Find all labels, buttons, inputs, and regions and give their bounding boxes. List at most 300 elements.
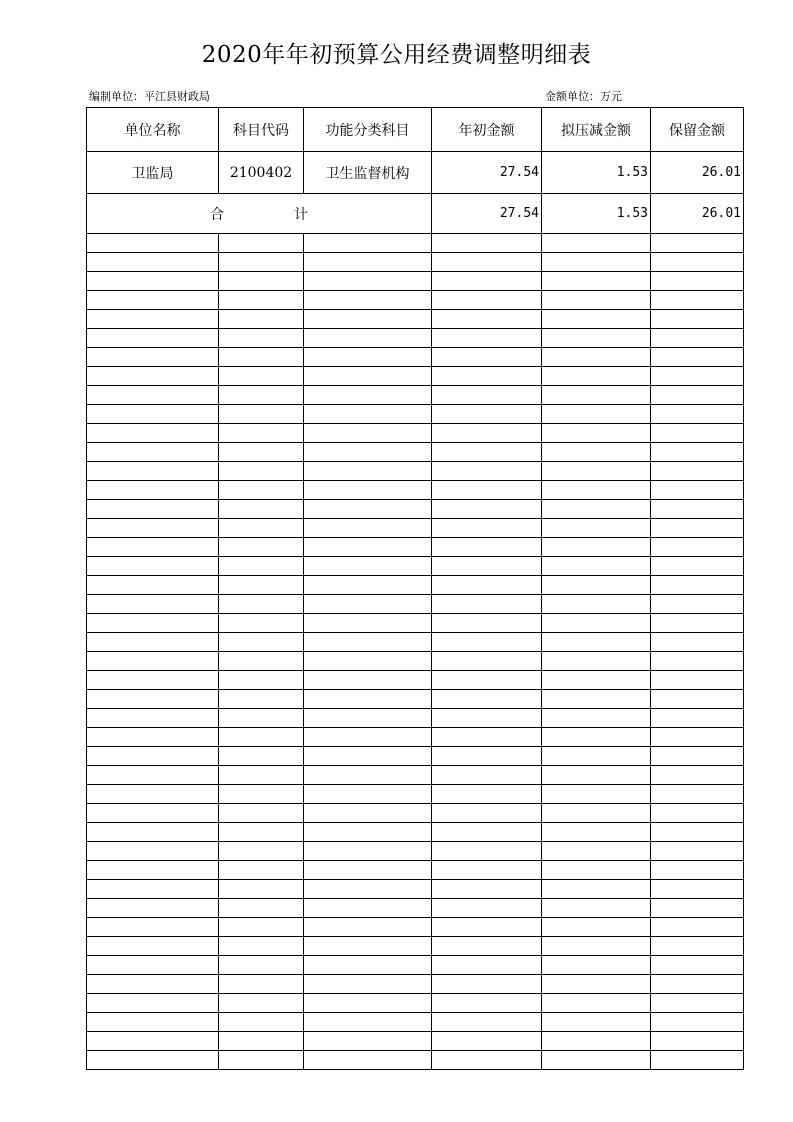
empty-cell <box>304 690 432 709</box>
empty-cell <box>219 1032 304 1051</box>
empty-cell <box>219 918 304 937</box>
empty-cell <box>651 557 744 576</box>
empty-cell <box>87 614 219 633</box>
empty-table-row <box>87 595 744 614</box>
empty-table-row <box>87 291 744 310</box>
empty-cell <box>432 728 542 747</box>
empty-cell <box>542 994 651 1013</box>
empty-cell <box>542 880 651 899</box>
empty-cell <box>219 595 304 614</box>
empty-cell <box>304 557 432 576</box>
empty-cell <box>219 899 304 918</box>
empty-cell <box>432 918 542 937</box>
empty-cell <box>304 595 432 614</box>
empty-cell <box>432 671 542 690</box>
empty-table-row <box>87 918 744 937</box>
empty-table-row <box>87 823 744 842</box>
empty-table-row <box>87 234 744 253</box>
empty-cell <box>432 253 542 272</box>
cell-initial: 27.54 <box>432 152 542 194</box>
empty-cell <box>219 234 304 253</box>
empty-cell <box>87 690 219 709</box>
empty-cell <box>432 576 542 595</box>
empty-cell <box>542 538 651 557</box>
empty-cell <box>651 386 744 405</box>
empty-cell <box>651 766 744 785</box>
empty-table-row <box>87 310 744 329</box>
empty-cell <box>432 633 542 652</box>
empty-cell <box>87 443 219 462</box>
empty-cell <box>87 595 219 614</box>
empty-cell <box>651 367 744 386</box>
empty-cell <box>651 310 744 329</box>
empty-table-row <box>87 956 744 975</box>
empty-cell <box>651 595 744 614</box>
empty-cell <box>304 329 432 348</box>
empty-cell <box>219 576 304 595</box>
empty-cell <box>542 424 651 443</box>
header-subject-code: 科目代码 <box>219 108 304 152</box>
total-label-cell <box>87 194 432 234</box>
empty-cell <box>219 690 304 709</box>
empty-cell <box>651 424 744 443</box>
empty-cell <box>87 386 219 405</box>
empty-cell <box>219 272 304 291</box>
empty-cell <box>651 272 744 291</box>
empty-cell <box>219 804 304 823</box>
empty-table-row <box>87 652 744 671</box>
empty-cell <box>542 576 651 595</box>
empty-cell <box>87 500 219 519</box>
empty-cell <box>542 975 651 994</box>
empty-cell <box>87 652 219 671</box>
empty-table-row <box>87 576 744 595</box>
empty-cell <box>304 614 432 633</box>
empty-cell <box>651 1013 744 1032</box>
empty-cell <box>651 937 744 956</box>
empty-cell <box>219 956 304 975</box>
empty-cell <box>219 291 304 310</box>
empty-table-row <box>87 880 744 899</box>
empty-cell <box>651 329 744 348</box>
cell-retained: 26.01 <box>651 152 744 194</box>
empty-cell <box>432 899 542 918</box>
empty-cell <box>304 367 432 386</box>
empty-cell <box>304 880 432 899</box>
empty-cell <box>219 633 304 652</box>
empty-cell <box>87 405 219 424</box>
empty-cell <box>542 310 651 329</box>
cell-unit: 卫监局 <box>87 152 219 194</box>
empty-cell <box>542 1013 651 1032</box>
empty-cell <box>304 291 432 310</box>
empty-cell <box>542 386 651 405</box>
empty-cell <box>219 766 304 785</box>
empty-cell <box>304 633 432 652</box>
empty-table-row <box>87 557 744 576</box>
empty-cell <box>219 500 304 519</box>
empty-cell <box>432 861 542 880</box>
empty-cell <box>219 975 304 994</box>
empty-cell <box>651 861 744 880</box>
header-initial-amount: 年初金额 <box>432 108 542 152</box>
empty-cell <box>651 785 744 804</box>
empty-table-row <box>87 519 744 538</box>
empty-table-row <box>87 386 744 405</box>
empty-cell <box>651 880 744 899</box>
empty-cell <box>219 937 304 956</box>
empty-cell <box>651 500 744 519</box>
empty-cell <box>87 975 219 994</box>
empty-cell <box>432 747 542 766</box>
empty-cell <box>432 614 542 633</box>
empty-cell <box>304 823 432 842</box>
empty-cell <box>651 1051 744 1070</box>
empty-cell <box>87 576 219 595</box>
empty-cell <box>219 538 304 557</box>
compiling-unit-label: 编制单位：平江县财政局 <box>89 90 210 103</box>
empty-cell <box>87 804 219 823</box>
empty-cell <box>304 348 432 367</box>
empty-cell <box>304 1032 432 1051</box>
empty-cell <box>219 861 304 880</box>
empty-cell <box>651 405 744 424</box>
empty-cell <box>87 367 219 386</box>
empty-cell <box>219 823 304 842</box>
empty-cell <box>542 462 651 481</box>
empty-cell <box>432 937 542 956</box>
empty-cell <box>432 595 542 614</box>
empty-cell <box>542 899 651 918</box>
empty-cell <box>432 690 542 709</box>
empty-cell <box>542 861 651 880</box>
cell-category: 卫生监督机构 <box>304 152 432 194</box>
empty-cell <box>542 937 651 956</box>
empty-table-row <box>87 367 744 386</box>
empty-table-row <box>87 329 744 348</box>
empty-cell <box>432 291 542 310</box>
empty-cell <box>219 519 304 538</box>
empty-cell <box>87 728 219 747</box>
empty-cell <box>87 1032 219 1051</box>
empty-cell <box>219 386 304 405</box>
empty-cell <box>651 728 744 747</box>
empty-cell <box>219 405 304 424</box>
empty-cell <box>304 424 432 443</box>
empty-cell <box>542 481 651 500</box>
empty-cell <box>87 956 219 975</box>
table-row <box>87 152 744 194</box>
empty-cell <box>542 709 651 728</box>
total-retained: 26.01 <box>651 194 744 234</box>
empty-table-row <box>87 747 744 766</box>
empty-cell <box>432 1032 542 1051</box>
empty-cell <box>304 899 432 918</box>
budget-adjustment-table <box>86 107 744 1070</box>
empty-cell <box>87 861 219 880</box>
empty-cell <box>219 557 304 576</box>
empty-cell <box>432 481 542 500</box>
empty-cell <box>432 519 542 538</box>
empty-cell <box>542 956 651 975</box>
cell-code: 2100402 <box>219 152 304 194</box>
empty-cell <box>651 690 744 709</box>
empty-cell <box>304 766 432 785</box>
empty-cell <box>87 310 219 329</box>
empty-cell <box>304 481 432 500</box>
empty-table-row <box>87 481 744 500</box>
empty-cell <box>651 709 744 728</box>
empty-cell <box>87 823 219 842</box>
empty-table-row <box>87 804 744 823</box>
empty-cell <box>542 367 651 386</box>
empty-cell <box>651 747 744 766</box>
empty-table-row <box>87 424 744 443</box>
cell-reduction: 1.53 <box>542 152 651 194</box>
empty-cell <box>651 899 744 918</box>
total-row <box>87 194 744 234</box>
empty-table-row <box>87 785 744 804</box>
empty-cell <box>304 1051 432 1070</box>
empty-cell <box>432 956 542 975</box>
empty-cell <box>219 310 304 329</box>
empty-cell <box>542 1051 651 1070</box>
empty-cell <box>219 728 304 747</box>
empty-cell <box>651 956 744 975</box>
empty-table-row <box>87 405 744 424</box>
empty-cell <box>542 234 651 253</box>
empty-cell <box>87 234 219 253</box>
empty-cell <box>87 633 219 652</box>
empty-cell <box>87 557 219 576</box>
header-reduction-amount: 拟压减金额 <box>542 108 651 152</box>
empty-cell <box>651 519 744 538</box>
empty-table-row <box>87 671 744 690</box>
empty-cell <box>304 500 432 519</box>
empty-cell <box>432 462 542 481</box>
empty-cell <box>542 823 651 842</box>
empty-cell <box>219 747 304 766</box>
empty-table-row <box>87 1013 744 1032</box>
empty-cell <box>87 671 219 690</box>
empty-cell <box>219 785 304 804</box>
empty-cell <box>87 348 219 367</box>
empty-cell <box>87 709 219 728</box>
empty-cell <box>87 842 219 861</box>
empty-cell <box>87 538 219 557</box>
empty-cell <box>304 253 432 272</box>
empty-cell <box>219 994 304 1013</box>
empty-cell <box>304 728 432 747</box>
empty-cell <box>651 804 744 823</box>
empty-table-row <box>87 614 744 633</box>
table-header-row <box>87 108 744 152</box>
empty-cell <box>432 804 542 823</box>
empty-cell <box>432 234 542 253</box>
empty-cell <box>651 291 744 310</box>
empty-cell <box>651 652 744 671</box>
empty-cell <box>304 804 432 823</box>
empty-cell <box>432 367 542 386</box>
amount-unit-label: 金额单位：万元 <box>545 90 622 103</box>
empty-cell <box>651 842 744 861</box>
empty-cell <box>219 614 304 633</box>
empty-table-row <box>87 272 744 291</box>
empty-table-row <box>87 899 744 918</box>
empty-cell <box>87 519 219 538</box>
empty-cell <box>304 861 432 880</box>
empty-cell <box>432 766 542 785</box>
total-label-a: 合 <box>210 206 224 223</box>
empty-cell <box>219 462 304 481</box>
empty-cell <box>304 956 432 975</box>
empty-cell <box>542 652 651 671</box>
empty-cell <box>304 576 432 595</box>
empty-cell <box>304 747 432 766</box>
empty-cell <box>87 994 219 1013</box>
empty-cell <box>219 1051 304 1070</box>
empty-cell <box>304 519 432 538</box>
empty-cell <box>87 253 219 272</box>
empty-cell <box>87 291 219 310</box>
empty-cell <box>651 481 744 500</box>
empty-cell <box>304 937 432 956</box>
empty-cell <box>432 424 542 443</box>
header-unit-name: 单位名称 <box>87 108 219 152</box>
empty-cell <box>87 424 219 443</box>
empty-cell <box>304 538 432 557</box>
empty-cell <box>304 272 432 291</box>
header-retained-amount: 保留金额 <box>651 108 744 152</box>
total-initial: 27.54 <box>432 194 542 234</box>
empty-cell <box>304 234 432 253</box>
empty-cell <box>651 823 744 842</box>
empty-cell <box>219 652 304 671</box>
empty-cell <box>304 443 432 462</box>
empty-cell <box>542 595 651 614</box>
empty-cell <box>219 671 304 690</box>
empty-cell <box>651 1032 744 1051</box>
empty-cell <box>304 386 432 405</box>
empty-cell <box>542 405 651 424</box>
empty-cell <box>304 405 432 424</box>
empty-cell <box>542 519 651 538</box>
empty-cell <box>432 785 542 804</box>
empty-cell <box>432 823 542 842</box>
empty-table-row <box>87 633 744 652</box>
empty-cell <box>432 386 542 405</box>
empty-cell <box>304 652 432 671</box>
empty-cell <box>651 253 744 272</box>
empty-cell <box>651 614 744 633</box>
empty-cell <box>219 481 304 500</box>
empty-table-row <box>87 462 744 481</box>
total-label-b: 计 <box>294 206 308 223</box>
empty-cell <box>651 462 744 481</box>
empty-table-row <box>87 975 744 994</box>
empty-cell <box>542 329 651 348</box>
empty-cell <box>542 272 651 291</box>
empty-cell <box>304 842 432 861</box>
empty-cell <box>304 975 432 994</box>
empty-cell <box>219 348 304 367</box>
empty-cell <box>87 785 219 804</box>
empty-cell <box>651 633 744 652</box>
empty-cell <box>542 804 651 823</box>
empty-cell <box>432 1013 542 1032</box>
empty-cell <box>432 652 542 671</box>
empty-cell <box>651 348 744 367</box>
empty-cell <box>542 614 651 633</box>
empty-cell <box>87 481 219 500</box>
empty-table-row <box>87 842 744 861</box>
empty-cell <box>542 747 651 766</box>
empty-cell <box>542 557 651 576</box>
empty-cell <box>87 747 219 766</box>
empty-cell <box>651 538 744 557</box>
empty-cell <box>651 234 744 253</box>
empty-cell <box>219 443 304 462</box>
empty-cell <box>87 918 219 937</box>
empty-cell <box>651 443 744 462</box>
empty-cell <box>542 785 651 804</box>
empty-cell <box>304 671 432 690</box>
empty-cell <box>542 633 651 652</box>
total-reduction: 1.53 <box>542 194 651 234</box>
empty-cell <box>304 709 432 728</box>
empty-cell <box>542 690 651 709</box>
empty-cell <box>87 329 219 348</box>
empty-cell <box>304 462 432 481</box>
header-function-category: 功能分类科目 <box>304 108 432 152</box>
empty-cell <box>304 994 432 1013</box>
empty-cell <box>87 272 219 291</box>
empty-cell <box>432 975 542 994</box>
empty-cell <box>651 975 744 994</box>
empty-cell <box>432 557 542 576</box>
empty-cell <box>219 253 304 272</box>
empty-cell <box>219 842 304 861</box>
empty-cell <box>432 443 542 462</box>
empty-cell <box>87 899 219 918</box>
empty-cell <box>542 842 651 861</box>
empty-cell <box>432 310 542 329</box>
empty-table-row <box>87 500 744 519</box>
empty-cell <box>432 272 542 291</box>
empty-cell <box>542 766 651 785</box>
empty-cell <box>219 709 304 728</box>
empty-cell <box>542 1032 651 1051</box>
empty-cell <box>87 462 219 481</box>
empty-cell <box>542 348 651 367</box>
empty-table-row <box>87 538 744 557</box>
empty-cell <box>87 1013 219 1032</box>
empty-table-row <box>87 861 744 880</box>
empty-table-row <box>87 1032 744 1051</box>
empty-cell <box>432 405 542 424</box>
empty-cell <box>542 500 651 519</box>
empty-table-row <box>87 1051 744 1070</box>
empty-cell <box>651 994 744 1013</box>
empty-table-row <box>87 253 744 272</box>
page-title: 2020年年初预算公用经费调整明细表 <box>201 42 592 68</box>
empty-cell <box>542 443 651 462</box>
empty-cell <box>87 937 219 956</box>
empty-cell <box>432 329 542 348</box>
empty-cell <box>542 728 651 747</box>
empty-table-row <box>87 728 744 747</box>
empty-cell <box>651 671 744 690</box>
